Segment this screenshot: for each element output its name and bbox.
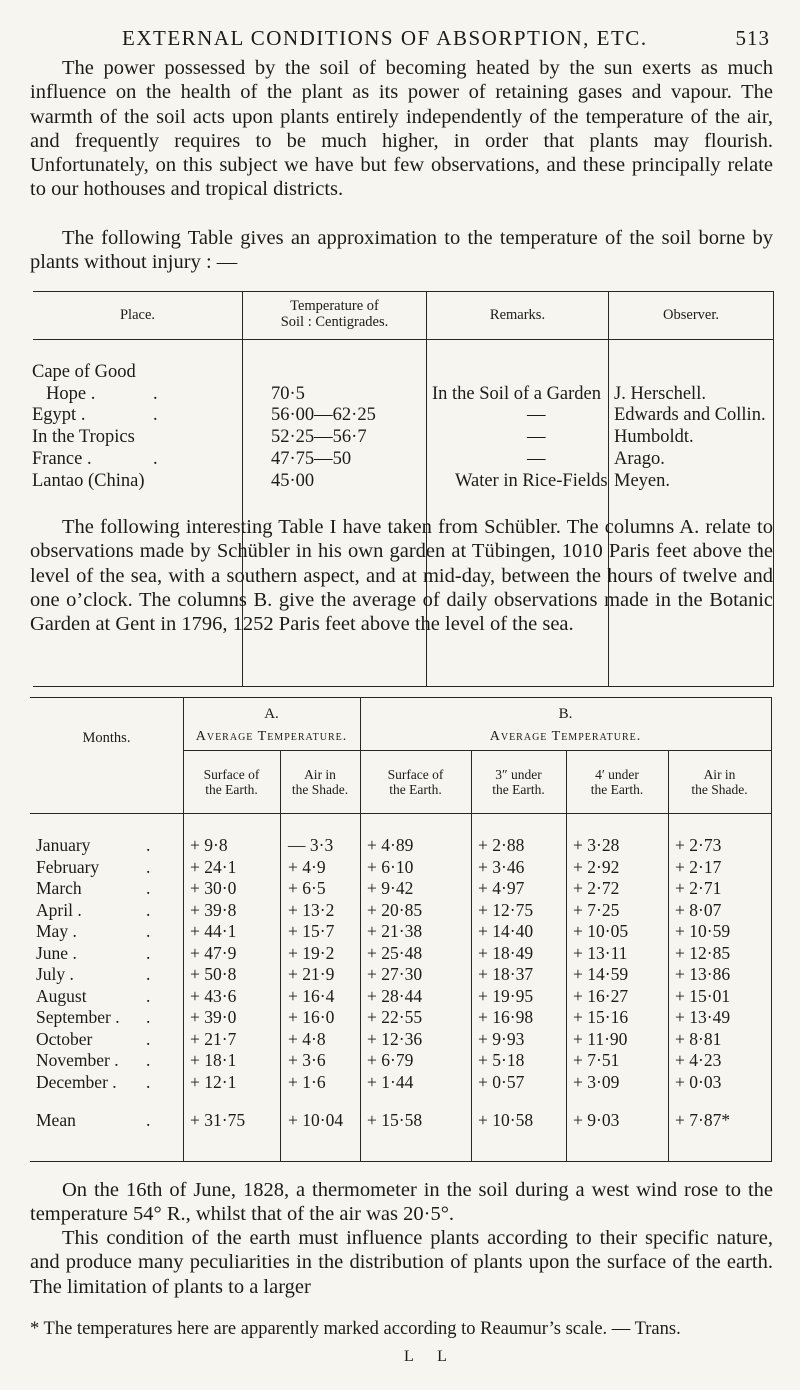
leader-dot: .	[153, 449, 158, 469]
header-group-a: A.	[264, 706, 279, 722]
table-row-b-4ft-cell: + 15·16	[573, 1007, 629, 1027]
header-b-4ft-line1: 4′ under	[595, 767, 639, 782]
table-row-b-3in-cell: + 18·49	[478, 942, 534, 963]
running-title: EXTERNAL CONDITIONS OF ABSORPTION, ETC.	[122, 26, 648, 50]
header-group-b-subtitle: Average Temperature.	[489, 729, 642, 744]
table-row-b-air-cell: + 4·23	[675, 1050, 722, 1070]
table-row-b-4ft-cell: + 2·92	[573, 856, 620, 877]
page-number: 513	[735, 26, 770, 50]
column-rule	[280, 750, 281, 1161]
table-row-month: September .	[36, 1007, 120, 1027]
header-b-surface-line2: the Earth.	[389, 782, 442, 797]
header-temperature-line1: Temperature of	[290, 298, 379, 314]
paragraph-thermometer: On the 16th of June, 1828, a thermometer in the soil during a west wind rose to the temperature 54° R., whilst that of the air was 20·5°.	[30, 1179, 773, 1226]
mean-row-b-surface-cell: + 15·58	[367, 1110, 423, 1130]
place-cell: Lantao (China)	[32, 471, 145, 491]
table-row-b-3in-cell: + 18·37	[478, 964, 534, 984]
table-row-b-3in-cell: + 4·97	[478, 878, 525, 898]
observer-cell: Edwards and Collin.	[614, 405, 766, 425]
monthly-temperature-table	[30, 697, 772, 1162]
table-row-b-4ft-cell: + 7·51	[573, 1050, 620, 1070]
table-row-b-4ft-cell: + 13·11	[573, 942, 628, 963]
table-row-month: December .	[36, 1071, 117, 1092]
table-row-b-3in-cell: + 3·46	[478, 856, 525, 877]
table-row-a-surface-cell: + 43·6	[190, 985, 237, 1006]
signature-mark: L L	[404, 1348, 457, 1365]
table-row-month: October	[36, 1028, 93, 1049]
table-row-b-air-cell: + 15·01	[675, 985, 731, 1006]
table-row-b-3in-cell: + 19·95	[478, 985, 534, 1006]
temperature-cell: 45·00	[271, 471, 315, 491]
paragraph-schubler: The following interesting Table I have taken from Schübler. The columns A. relate to observations made by Schübler in his own garden at Tübingen, 1010 Paris feet above the level of the sea, with a southern aspect, and at mid-day, between the hours of twelve and one o’clock. The columns B. give the average of daily observations made in the Botanic Garden at Gent in 1796, 1252 Paris feet above the level of the sea.	[30, 516, 773, 636]
mean-row-b-air-cell: + 7·87*	[675, 1110, 731, 1130]
table-row-a-air-cell: + 21·9	[288, 964, 335, 984]
table-rule	[33, 339, 774, 340]
header-a-air-line2: the Shade.	[291, 782, 349, 797]
header-observer: Observer.	[663, 307, 719, 323]
table-rule	[30, 813, 772, 814]
table-row-a-air-cell: + 16·0	[288, 1007, 335, 1027]
running-header	[30, 18, 770, 58]
table-row-month: January	[36, 835, 91, 855]
header-a-air	[280, 767, 360, 797]
table-row-a-surface-cell: + 39·8	[190, 899, 237, 920]
header-b-air	[668, 767, 771, 797]
table-row-a-surface-cell: + 39·0	[190, 1007, 237, 1027]
header-a-surface	[183, 767, 280, 797]
place-cell: Cape of Good	[32, 362, 136, 382]
table-row-month: April .	[36, 899, 82, 920]
table-row-a-air-cell: + 15·7	[288, 921, 335, 941]
temperature-cell: 56·00—62·25	[271, 405, 376, 425]
remarks-cell: —	[527, 427, 546, 447]
table-row-a-air-cell: + 4·9	[288, 856, 326, 877]
table-row-b-surface-cell: + 27·30	[367, 964, 423, 984]
table-row-b-air-cell: + 13·49	[675, 1007, 731, 1027]
table-row-b-3in-cell: + 16·98	[478, 1007, 534, 1027]
header-a-surface-line2: the Earth.	[205, 782, 258, 797]
table-row-a-surface-cell: + 50·8	[190, 964, 237, 984]
leader-dot: .	[146, 1110, 151, 1130]
table-row-b-3in-cell: + 9·93	[478, 1028, 525, 1049]
header-b-4ft-line2: the Earth.	[590, 782, 644, 797]
header-a-surface-line1: Surface of	[203, 767, 260, 782]
column-rule	[771, 697, 772, 1161]
table-row-a-air-cell: + 16·4	[288, 985, 335, 1006]
mean-row-b-4ft-cell: + 9·03	[573, 1110, 620, 1130]
table-row-b-surface-cell: + 6·79	[367, 1050, 414, 1070]
table-row-b-surface-cell: + 28·44	[367, 985, 423, 1006]
header-b-air-line1: Air in	[703, 767, 736, 782]
table-row-a-surface-cell: + 47·9	[190, 942, 237, 963]
temperature-cell: 47·75—50	[271, 449, 352, 469]
table-row-a-surface-cell: + 30·0	[190, 878, 237, 898]
table-row-b-4ft-cell: + 11·90	[573, 1028, 628, 1049]
table-row-b-surface-cell: + 12·36	[367, 1028, 423, 1049]
column-rule	[773, 291, 774, 686]
table-row-b-air-cell: + 0·03	[675, 1071, 722, 1092]
leader-dot: .	[146, 985, 151, 1006]
table-row-a-air-cell: + 6·5	[288, 878, 326, 898]
table-row-b-air-cell: + 12·85	[675, 942, 731, 963]
leader-dot: .	[153, 384, 158, 404]
table-row-b-air-cell: + 2·17	[675, 856, 722, 877]
remarks-cell: —	[527, 449, 546, 469]
table-row-b-4ft-cell: + 2·72	[573, 878, 620, 898]
leader-dot: .	[146, 1007, 151, 1027]
table-row-b-3in-cell: + 2·88	[478, 835, 525, 855]
paragraph-soil-heat: The power possessed by the soil of becoming heated by the sun exerts as much influence on the health of the plant as its power of retaining gases and vapour. The warmth of the soil acts upon plants entirely independently of the temperature of the air, and frequently requires to be much higher, in order that plants may flourish. Unfortunately, on this subject we have but few observations, and these principally relate to our hothouses and tropical districts.	[30, 57, 773, 201]
column-rule	[668, 750, 669, 1161]
table-row-a-surface-cell: + 12·1	[190, 1071, 237, 1092]
paragraph-table-intro: The following Table gives an approximation to the temperature of the soil borne by plants without injury : —	[30, 227, 773, 274]
table-row-month: August	[36, 985, 87, 1006]
table-rule	[30, 697, 772, 698]
header-group-a-subtitle: Average Temperature.	[195, 729, 348, 744]
header-temperature	[243, 298, 426, 330]
header-months: Months.	[82, 730, 131, 746]
table-row-month: February	[36, 856, 100, 877]
table-row-a-surface-cell: + 24·1	[190, 856, 237, 877]
table-row-b-surface-cell: + 21·38	[367, 921, 423, 941]
remarks-cell: —	[527, 405, 546, 425]
table-row-a-air-cell: + 3·6	[288, 1050, 326, 1070]
table-row-a-air-cell: — 3·3	[288, 835, 334, 855]
table-rule	[183, 750, 772, 751]
table-row-b-surface-cell: + 20·85	[367, 899, 423, 920]
place-cell-continued: Hope .	[46, 384, 96, 404]
table-row-month: March	[36, 878, 82, 898]
table-row-b-air-cell: + 13·86	[675, 964, 731, 984]
header-b-3in-line1: 3″ under	[495, 767, 542, 782]
table-row-b-surface-cell: + 1·44	[367, 1071, 414, 1092]
table-row-b-air-cell: + 10·59	[675, 921, 731, 941]
mean-row-a-surface-cell: + 31·75	[190, 1110, 246, 1130]
leader-dot: .	[146, 878, 151, 898]
table-row-a-air-cell: + 1·6	[288, 1071, 326, 1092]
header-b-3in-line2: the Earth.	[492, 782, 545, 797]
table-row-a-surface-cell: + 44·1	[190, 921, 237, 941]
leader-dot: .	[146, 921, 151, 941]
table-row-b-surface-cell: + 9·42	[367, 878, 414, 898]
table-row-b-surface-cell: + 25·48	[367, 942, 423, 963]
observer-cell: J. Herschell.	[614, 384, 706, 404]
remarks-cell: Water in Rice-Fields	[455, 471, 608, 491]
mean-row-b-3in-cell: + 10·58	[478, 1110, 534, 1130]
header-group-b: B.	[558, 706, 573, 722]
table-rule	[30, 1161, 772, 1162]
header-remarks: Remarks.	[489, 307, 546, 323]
observer-cell: Humboldt.	[614, 427, 694, 447]
leader-dot: .	[146, 1028, 151, 1049]
table-row-b-surface-cell: + 4·89	[367, 835, 414, 855]
mean-row-a-air-cell: + 10·04	[288, 1110, 344, 1130]
header-place: Place.	[119, 307, 156, 323]
header-b-surface	[360, 767, 471, 797]
leader-dot: .	[146, 856, 151, 877]
leader-dot: .	[153, 405, 158, 425]
table-row-b-air-cell: + 8·81	[675, 1028, 722, 1049]
table-row-a-air-cell: + 13·2	[288, 899, 335, 920]
table-row-b-4ft-cell: + 10·05	[573, 921, 629, 941]
leader-dot: .	[146, 1071, 151, 1092]
paragraph-earth-influence: This condition of the earth must influence plants according to their specific nature, and produce many peculiarities in the distribution of plants upon the surface of the earth. The limitation of plants to a larger	[30, 1227, 773, 1298]
place-cell: Egypt .	[32, 405, 86, 425]
table-row-a-air-cell: + 4·8	[288, 1028, 326, 1049]
leader-dot: .	[146, 942, 151, 963]
header-b-4ft	[566, 767, 668, 797]
table-row-b-4ft-cell: + 14·59	[573, 964, 629, 984]
table-row-a-surface-cell: + 18·1	[190, 1050, 237, 1070]
table-row-b-air-cell: + 2·73	[675, 835, 722, 855]
table-row-b-4ft-cell: + 3·28	[573, 835, 620, 855]
table-row-b-air-cell: + 8·07	[675, 899, 722, 920]
table-row-b-air-cell: + 2·71	[675, 878, 722, 898]
column-rule	[566, 750, 567, 1161]
header-b-surface-line1: Surface of	[387, 767, 444, 782]
header-a-air-line1: Air in	[304, 767, 336, 782]
table-row-a-surface-cell: + 9·8	[190, 835, 228, 855]
table-row-month: June .	[36, 942, 77, 963]
table-row-month: July .	[36, 964, 74, 984]
table-row-a-air-cell: + 19·2	[288, 942, 335, 963]
header-b-3in	[471, 767, 566, 797]
table-row-month: May .	[36, 921, 77, 941]
leader-dot: .	[146, 835, 151, 855]
table-row-b-3in-cell: + 12·75	[478, 899, 534, 920]
leader-dot: .	[146, 964, 151, 984]
observer-cell: Meyen.	[614, 471, 670, 491]
column-rule	[471, 750, 472, 1161]
table-row-b-3in-cell: + 14·40	[478, 921, 534, 941]
table-row-b-4ft-cell: + 16·27	[573, 985, 629, 1006]
footnote: * The temperatures here are apparently marked according to Reaumur’s scale. — Trans.	[30, 1319, 681, 1339]
header-b-air-line2: the Shade.	[691, 782, 748, 797]
table-row-b-4ft-cell: + 7·25	[573, 899, 620, 920]
table-row-b-surface-cell: + 22·55	[367, 1007, 423, 1027]
table-row-month: November .	[36, 1050, 119, 1070]
table-rule	[33, 291, 774, 292]
header-temperature-line2: Soil : Centigrades.	[280, 314, 389, 330]
leader-dot: .	[146, 899, 151, 920]
observer-cell: Arago.	[614, 449, 665, 469]
table-rule	[33, 686, 774, 687]
remarks-cell: In the Soil of a Garden	[432, 384, 602, 404]
table-row-b-3in-cell: + 5·18	[478, 1050, 525, 1070]
table-row-a-surface-cell: + 21·7	[190, 1028, 237, 1049]
place-cell: In the Tropics	[32, 427, 135, 447]
temperature-cell: 70·5	[271, 384, 305, 404]
mean-row-month: Mean	[36, 1110, 76, 1130]
place-cell: France .	[32, 449, 92, 469]
table-row-b-3in-cell: + 0·57	[478, 1071, 525, 1092]
table-row-b-4ft-cell: + 3·09	[573, 1071, 620, 1092]
temperature-cell: 52·25—56·7	[271, 427, 367, 447]
leader-dot: .	[146, 1050, 151, 1070]
table-row-b-surface-cell: + 6·10	[367, 856, 414, 877]
